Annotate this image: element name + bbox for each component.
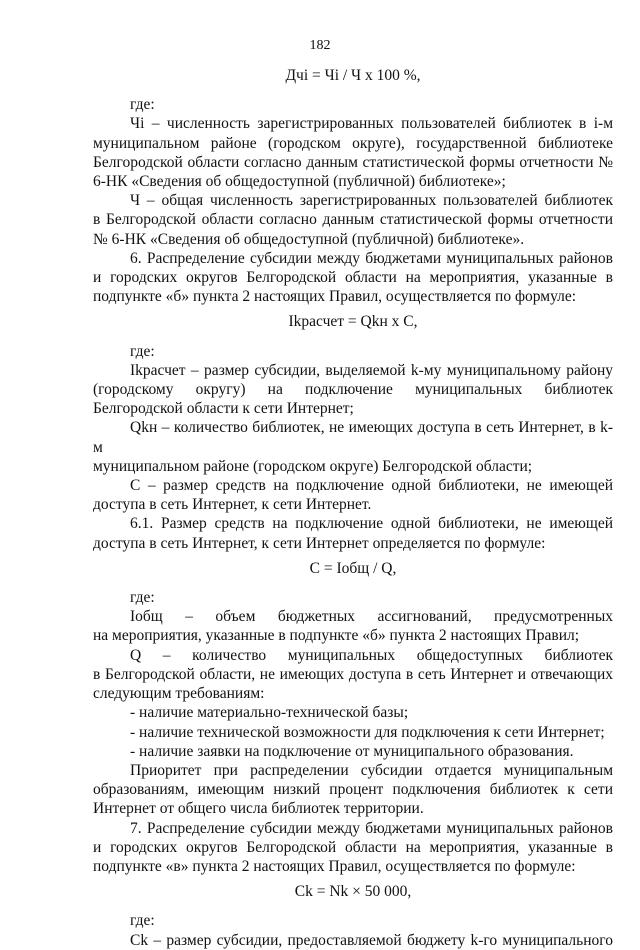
def-iobsh-line1: Iобщ – объем бюджетных ассигнований, предусмотренных <box>130 608 613 626</box>
def-chi-rest: муниципальном районе (городском округе), государственной библиотеке Белгородской области согласно данным статистической формы отчетности № 6-НК «Сведения об общедоступной (публичной) библиотеке»; <box>93 134 613 191</box>
formula-dchi: Дчi = Чi / Ч х 100 %, <box>285 67 421 84</box>
def-ch-line1: Ч – общая численность зарегистрированных пользователей библиотек <box>130 192 613 210</box>
def-ikraschet-line1: Ikрасчет – размер субсидии, выделяемой k-му муниципальному району <box>130 361 613 379</box>
where-label: где: <box>130 342 155 360</box>
where-label: где: <box>130 96 155 114</box>
requirement-item: - наличие материально-технической базы; <box>130 704 409 722</box>
def-qkn-rest: муниципальном районе (городском округе) Белгородской области; <box>93 457 533 475</box>
def-qkn-line1: Qkн – количество библиотек, не имеющих доступа в сеть Интернет, в k-м <box>93 419 613 456</box>
page-number: 182 <box>309 38 331 53</box>
def-q-rest: в Белгородской области, не имеющих доступа в сеть Интернет и отвечающих следующим требованиям: <box>93 665 613 703</box>
priority-paragraph: Приоритет при распределении субсидии отдается муниципальным образованиям, имеющим низкий процент подключения библиотек к сети Интернет от общего числа библиотек территории. <box>93 761 613 818</box>
def-c: С – размер средств на подключение одной библиотеки, не имеющей доступа в сеть Интернет, к сети Интернет. <box>93 477 613 514</box>
where-label: где: <box>130 589 155 607</box>
requirement-item: - наличие заявки на подключение от муниципального образования. <box>130 742 574 760</box>
requirement-item: - наличие технической возможности для подключения к сети Интернет; <box>130 723 605 741</box>
page-body <box>93 60 613 950</box>
formula-ikraschet: Ikрасчет = Qkн х С, <box>288 313 418 331</box>
paragraph-7: 7. Распределение субсидии между бюджетами муниципальных районов и городских округов Белгородской области на мероприятия, указанные в подпункте «в» пункта 2 настоящих Правил, осуществляется по формуле: <box>93 819 613 875</box>
def-iobsh-rest: на мероприятия, указанные в подпункте «б» пункта 2 настоящих Правил; <box>93 627 580 645</box>
paragraph-6-1: 6.1. Размер средств на подключение одной библиотеки, не имеющей доступа в сеть Интернет, к сети Интернет определяется по формуле: <box>93 515 613 552</box>
def-ch-rest: в Белгородской области согласно данным статистической формы отчетности № 6-НК «Сведения об общедоступной (публичной) библиотеке». <box>93 211 613 248</box>
where-label: где: <box>130 912 155 930</box>
def-q-line1: Q – количество муниципальных общедоступных библиотек <box>130 646 613 664</box>
def-chi-line1: Чi – численность зарегистрированных пользователей библиотек в i-м <box>130 115 613 133</box>
formula-c: С = Iобщ / Q, <box>309 559 397 577</box>
paragraph-6: 6. Распределение субсидии между бюджетами муниципальных районов и городских округов Белгородской области на мероприятия, указанные в подпункте «б» пункта 2 настоящих Правил, осуществляется по формуле: <box>93 249 613 306</box>
def-ck: Ck – размер субсидии, предоставляемой бюджету k-го муниципального <box>130 931 613 949</box>
def-ikraschet-rest: (городскому округу) на подключение муниципальных библиотек Белгородской области к сети Интернет; <box>93 381 613 418</box>
formula-ck: Ck = Nk × 50 000, <box>294 883 412 901</box>
